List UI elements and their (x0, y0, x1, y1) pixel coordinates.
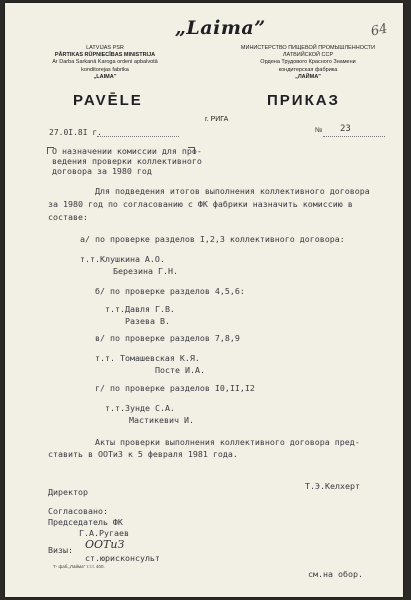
intro-line: за 1980 год по согласованию с ФК фабрики назначить комиссию в (48, 199, 353, 209)
group-heading: в/ по проверке разделов 7,8,9 (95, 333, 240, 343)
visa-line: ст.юрисконсульт (85, 553, 160, 563)
print-code: Т- фаб.„Лайма” т.т.т. 400. (53, 564, 105, 569)
intro-line: Для подведения итогов выполнения коллективного договора (95, 186, 370, 196)
closing-line: ставить в ООТиЗ к 5 февраля 1981 года. (48, 449, 238, 459)
document-page (5, 3, 403, 597)
agreed-role: Председатель ФК (48, 517, 123, 527)
group-member: т.т.Зунде С.А. (105, 403, 175, 413)
number-sign: № (315, 127, 323, 134)
group-heading: б/ по проверке разделов 4,5,6: (95, 286, 245, 296)
letterhead-line: ЛАТВИЙСКОЙ ССР (282, 52, 334, 59)
letterhead-line: konditorejas fabrika (81, 66, 129, 73)
closing-line: Акты проверки выполнения коллективного договора пред- (95, 437, 360, 447)
group-heading: а/ по проверке разделов I,2,3 коллективного договора: (80, 234, 345, 244)
latvian-letterhead (35, 45, 175, 81)
group-member: т.т.Клушкина А.О. (80, 254, 165, 264)
group-member: т.т.Давля Г.В. (105, 304, 175, 314)
title-latvian: PAVĒLE (73, 92, 143, 109)
order-number: 23 (340, 124, 351, 134)
date-dotted-line (97, 136, 179, 137)
russian-letterhead (233, 45, 383, 81)
letterhead-line: LATVIJAS PSR (86, 45, 124, 51)
subject-line: ведения проверки коллективного (52, 156, 202, 166)
intro-line: составе: (48, 212, 88, 222)
title-russian: ПРИКАЗ (267, 92, 340, 109)
director-name: Т.Э.Келхерт (305, 481, 360, 491)
agreed-label: Согласовано: (48, 506, 108, 516)
subject-line: О назначении комиссии для про- (52, 146, 202, 156)
group-heading: г/ по проверке разделов I0,II,I2 (95, 383, 255, 393)
director-label: Директор (48, 487, 88, 497)
city-label: г. РИГА (205, 116, 229, 123)
visa-initials: ООТиЗ (85, 538, 125, 551)
letterhead-line: „ЛАЙМА” (295, 73, 321, 80)
group-member: Березина Г.Н. (113, 266, 178, 276)
subject-line: договора за 1980 год (52, 166, 152, 176)
group-member: Мастикевич И. (129, 415, 194, 425)
group-member: т.т. Томашевская К.Я. (95, 353, 200, 363)
handwritten-page-number: 64 (369, 21, 389, 40)
brand-logo: „Laima” (175, 17, 266, 39)
group-member: Посте И.А. (155, 365, 205, 375)
letterhead-line: Ar Darba Sarkanā Karoga ordeni apbalvotā (52, 59, 158, 66)
letterhead-line: Ордена Трудового Красного Знамени (260, 59, 356, 66)
agreed-name: Г.А.Ругаев (79, 528, 129, 538)
number-dotted-line (323, 136, 385, 137)
letterhead-line: PĀRTIKAS RŪPNIECĪBAS MINISTRIJA (54, 52, 156, 59)
overleaf-note: см.на обор. (308, 569, 363, 579)
letterhead-line: кондитерская фабрика (278, 66, 338, 73)
letterhead-line: „LAIMA” (93, 73, 117, 80)
group-member: Разева В. (125, 316, 170, 326)
order-date: 27.0I.8I г. (49, 128, 102, 137)
visa-label: Визы: (48, 545, 73, 555)
letterhead-line: МИНИСТЕРСТВО ПИЩЕВОЙ ПРОМЫШЛЕННОСТИ (240, 45, 376, 51)
